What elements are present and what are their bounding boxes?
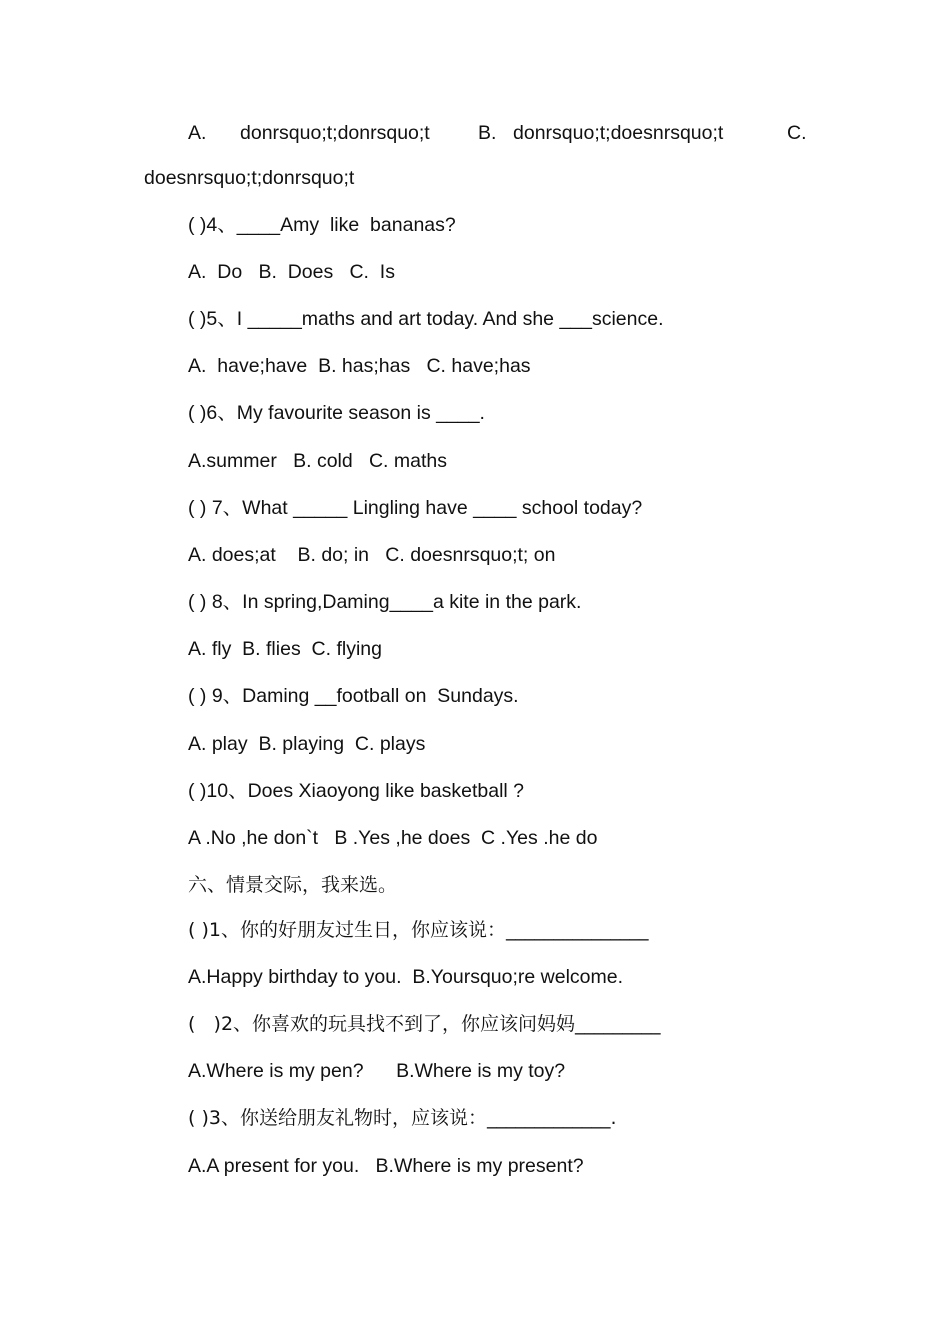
question-7-options: A. does;at B. do; in C. doesnrsquo;t; on [188,544,556,566]
scenario-1: ( )1、你的好朋友过生日，你应该说：_______________ [188,919,649,941]
option-text-b: donrsquo;t;doesnrsquo;t [513,122,724,144]
scenario-1-options: A.Happy birthday to you. B.Yoursquo;re welcome. [188,966,624,988]
scenario-3-options: A.A present for you. B.Where is my present? [188,1155,584,1177]
question-6: ( )6、My favourite season is ____. [188,402,485,424]
scenario-2: ( )2、你喜欢的玩具找不到了，你应该问妈妈_________ [188,1013,661,1035]
question-8: ( ) 8、In spring,Daming____a kite in the park. [188,591,582,613]
scenario-2-options: A.Where is my pen? B.Where is my toy? [188,1060,566,1082]
question-8-options: A. fly B. flies C. flying [188,638,382,660]
option-label-c: C. [787,122,807,144]
question-5-options: A. have;have B. has;has C. have;has [188,355,531,377]
question-9: ( ) 9、Daming __football on Sundays. [188,685,519,707]
question-4-options: A. Do B. Does C. Is [188,261,395,283]
question-5: ( )5、I _____maths and art today. And she ___science. [188,308,664,330]
option-label-b: B. [478,122,497,144]
option-text-c: doesnrsquo;t;donrsquo;t [144,167,355,189]
option-text-a: donrsquo;t;donrsquo;t [240,122,430,144]
section-heading: 六、情景交际，我来选。 [188,874,398,896]
question-7: ( ) 7、What _____ Lingling have ____ school today? [188,497,643,519]
question-4: ( )4、____Amy like bananas? [188,214,456,236]
question-9-options: A. play B. playing C. plays [188,733,426,755]
scenario-3: ( )3、你送给朋友礼物时，应该说：_____________. [188,1107,617,1129]
question-10: ( )10、Does Xiaoyong like basketball ? [188,780,525,802]
question-6-options: A.summer B. cold C. maths [188,450,447,472]
option-label-a: A. [188,122,207,144]
question-10-options: A .No ,he don`t B .Yes ,he does C .Yes .he do [188,827,598,849]
